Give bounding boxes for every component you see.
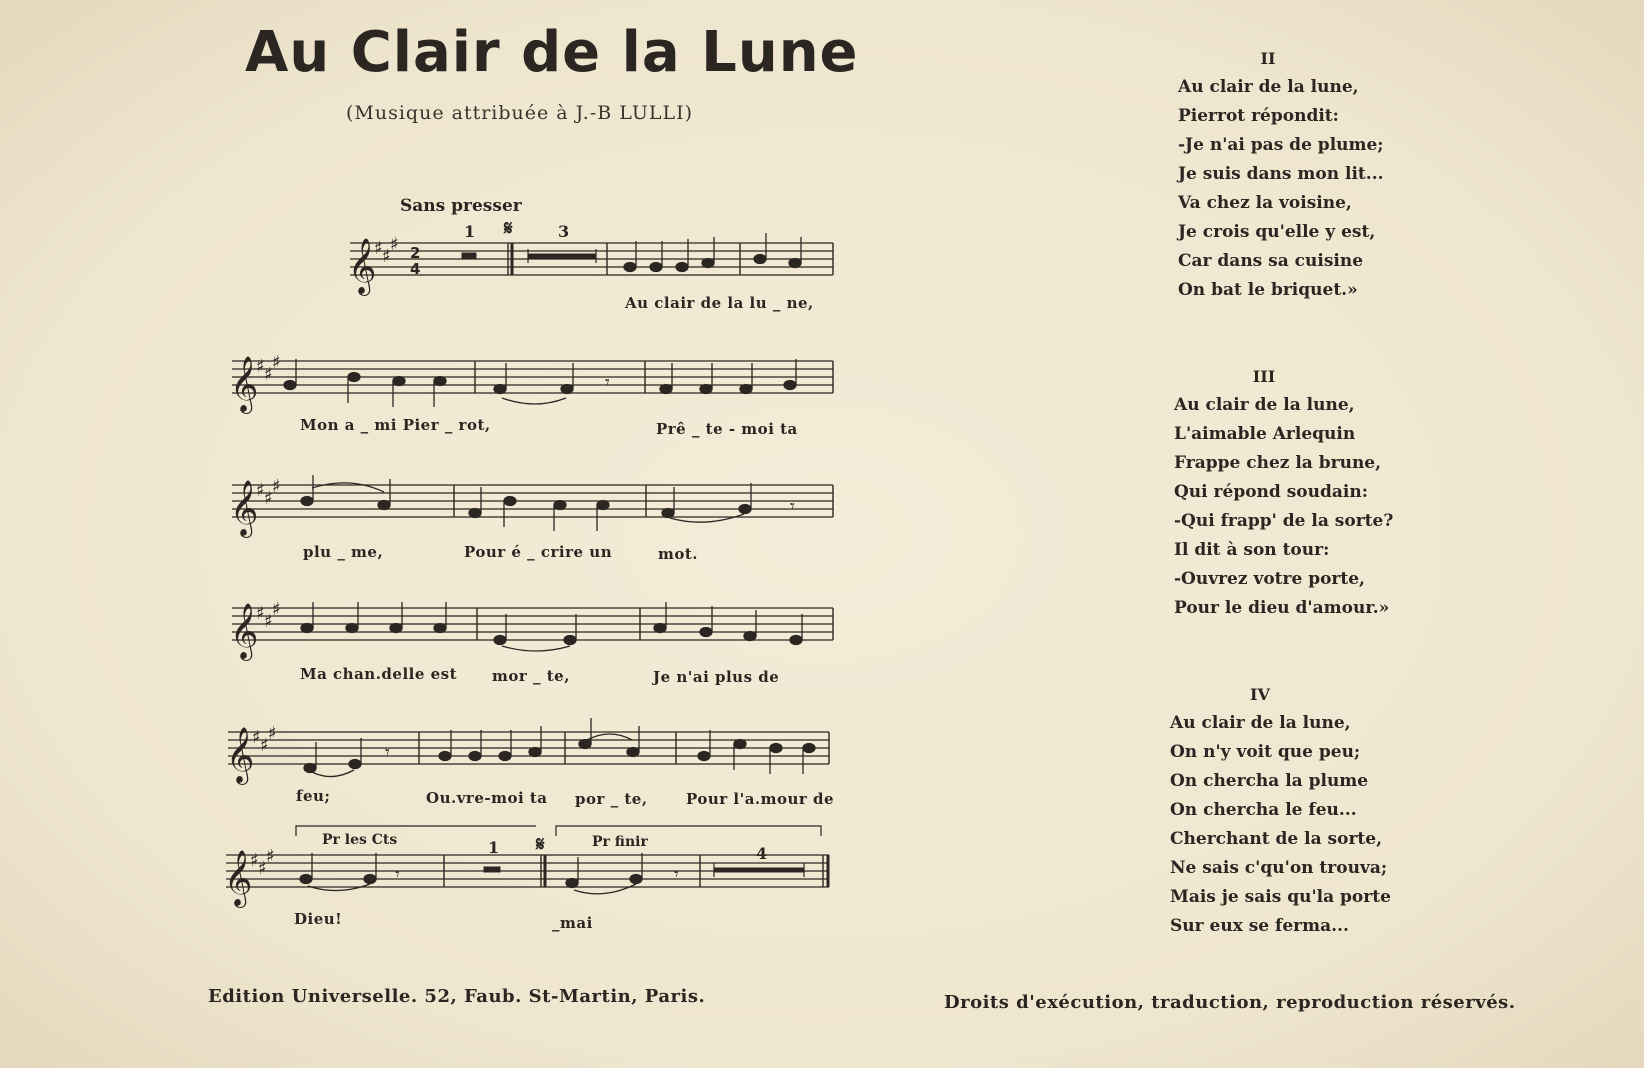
lyric-line: mor _ te,: [492, 667, 570, 685]
verse-line: Au clair de la lune,: [1178, 77, 1359, 97]
publisher-imprint: Edition Universelle. 52, Faub. St-Martin, Paris.: [208, 986, 706, 1007]
verse-line: On chercha le feu...: [1170, 800, 1357, 820]
verse-line: Au clair de la lune,: [1174, 395, 1355, 415]
lyric-line: Ma chan.delle est: [300, 665, 458, 683]
verse-number: II: [1260, 49, 1276, 68]
svg-text:𝄾: 𝄾: [385, 742, 390, 763]
verse-line: On n'y voit que peu;: [1170, 742, 1361, 762]
verse-block: [1174, 362, 1393, 623]
verse-block: [1178, 44, 1384, 305]
verse-line: Frappe chez la brune,: [1174, 453, 1382, 473]
verse-line: Ne sais c'qu'on trouva;: [1170, 858, 1388, 878]
verse-line: -Ouvrez votre porte,: [1174, 569, 1365, 589]
lyric-line: Ou.vre-moi ta: [426, 789, 548, 807]
svg-text:𝄞: 𝄞: [226, 727, 255, 783]
svg-text:𝄾: 𝄾: [790, 496, 795, 517]
verse-line: Il dit à son tour:: [1174, 540, 1330, 560]
verse-number: IV: [1250, 685, 1270, 704]
svg-text:♯: ♯: [252, 727, 261, 748]
svg-text:𝄞: 𝄞: [230, 480, 259, 536]
verse-line: On chercha la plume: [1170, 771, 1369, 791]
svg-text:♯: ♯: [256, 480, 265, 501]
verse-line: Car dans sa cuisine: [1178, 251, 1364, 271]
svg-text:♯: ♯: [260, 735, 269, 756]
bar-rest-count: 4: [756, 844, 768, 863]
svg-text:♯: ♯: [374, 238, 383, 259]
lyric-line: Pour é _ crire un: [464, 543, 613, 561]
svg-text:♯: ♯: [266, 846, 275, 867]
rights-notice: Droits d'exécution, traduction, reproduction réservés.: [944, 992, 1516, 1013]
verse-line: Pierrot répondit:: [1178, 106, 1339, 126]
verse-line: Qui répond soudain:: [1174, 482, 1368, 502]
verse-line: Je suis dans mon lit...: [1178, 164, 1384, 184]
svg-text:♯: ♯: [264, 611, 273, 632]
lyric-line: Dieu!: [294, 910, 343, 928]
svg-text:♯: ♯: [256, 356, 265, 377]
svg-text:𝄾: 𝄾: [674, 864, 679, 885]
bar-rest-count: 3: [558, 222, 570, 241]
tempo-marking: Sans presser: [400, 196, 522, 216]
svg-text:4: 4: [410, 260, 421, 278]
svg-text:♯: ♯: [264, 364, 273, 385]
svg-text:𝄞: 𝄞: [348, 238, 377, 294]
composer-attribution: (Musique attribuée à J.-B LULLI): [346, 102, 694, 124]
pour-les-couplets-label: Pr les Cts: [322, 832, 398, 848]
verse-line: Au clair de la lune,: [1170, 713, 1351, 733]
svg-text:♯: ♯: [272, 352, 281, 373]
svg-text:𝄾: 𝄾: [605, 372, 610, 393]
svg-text:♯: ♯: [382, 246, 391, 267]
pour-finir-label: Pr finir: [592, 834, 648, 850]
svg-text:𝄾: 𝄾: [395, 864, 400, 885]
bar-rest-count: 1: [464, 222, 476, 241]
svg-text:♯: ♯: [390, 234, 399, 255]
lyric-line: Je n'ai plus de: [653, 668, 780, 686]
verse-line: Mais je sais qu'la porte: [1170, 887, 1391, 907]
page-title: Au Clair de la Lune: [245, 20, 859, 85]
verse-line: Pour le dieu d'amour.»: [1174, 598, 1390, 618]
verse-line: On bat le briquet.»: [1178, 280, 1358, 300]
lyric-line: feu;: [296, 787, 331, 805]
verse-line: Va chez la voisine,: [1178, 193, 1352, 213]
svg-text:𝄞: 𝄞: [230, 603, 259, 659]
lyric-line: mot.: [658, 545, 699, 563]
lyric-line: Prê _ te - moi ta: [656, 420, 798, 438]
svg-text:2: 2: [410, 244, 421, 262]
verse-line: Cherchant de la sorte,: [1170, 829, 1382, 849]
verse-line: L'aimable Arlequin: [1174, 424, 1356, 444]
lyric-line: _mai: [552, 914, 593, 932]
segno-sign: 𝄋: [536, 832, 545, 856]
verse-line: Sur eux se ferma...: [1170, 916, 1349, 936]
lyric-line: Mon a _ mi Pier _ rot,: [300, 416, 491, 434]
svg-text:♯: ♯: [256, 603, 265, 624]
verse-line: -Je n'ai pas de plume;: [1178, 135, 1384, 155]
lyric-line: por _ te,: [575, 790, 648, 808]
svg-text:♯: ♯: [268, 723, 277, 744]
lyric-line: plu _ me,: [303, 543, 384, 561]
svg-text:♯: ♯: [258, 858, 267, 879]
verse-number: III: [1252, 367, 1276, 386]
bar-rest-count: 1: [488, 838, 500, 857]
lyric-line: Pour l'a.mour de: [686, 790, 835, 808]
svg-text:𝄞: 𝄞: [230, 356, 259, 412]
lyric-line: Au clair de la lu _ ne,: [625, 294, 814, 312]
verse-line: Je crois qu'elle y est,: [1178, 222, 1376, 242]
svg-text:♯: ♯: [264, 488, 273, 509]
svg-text:𝄞: 𝄞: [224, 850, 253, 906]
segno-sign: 𝄋: [504, 216, 513, 240]
verse-line: -Qui frapp' de la sorte?: [1174, 511, 1394, 531]
svg-text:♯: ♯: [272, 476, 281, 497]
verse-block: [1170, 680, 1391, 941]
svg-text:♯: ♯: [250, 850, 259, 871]
svg-text:♯: ♯: [272, 599, 281, 620]
